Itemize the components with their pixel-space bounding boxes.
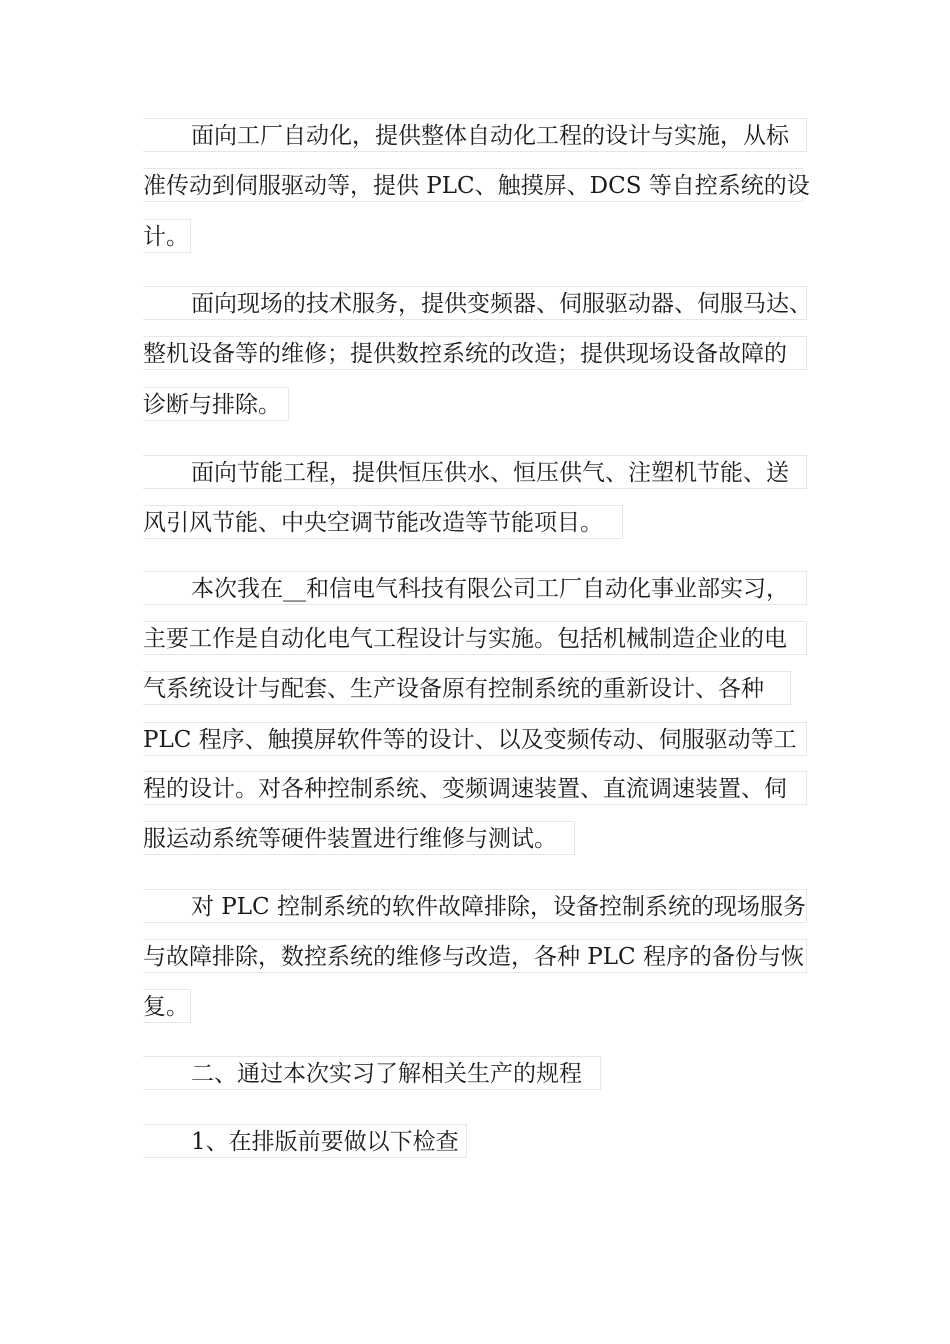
text-line: 程的设计。对各种控制系统、变频调速装置、直流调速装置、伺 bbox=[143, 771, 807, 805]
text-line: 复。 bbox=[143, 989, 191, 1023]
text-line: 气系统设计与配套、生产设备原有控制系统的重新设计、各种 bbox=[143, 671, 791, 705]
text-line: 与故障排除，数控系统的维修与改造，各种 PLC 程序的备份与恢 bbox=[143, 939, 807, 973]
list-item-line: 1、在排版前要做以下检查 bbox=[143, 1124, 467, 1158]
text-line: 对 PLC 控制系统的软件故障排除，设备控制系统的现场服务 bbox=[143, 889, 807, 923]
text-line: PLC 程序、触摸屏软件等的设计、以及变频传动、伺服驱动等工 bbox=[143, 722, 807, 756]
text-line: 本次我在__和信电气科技有限公司工厂自动化事业部实习， bbox=[143, 571, 807, 605]
text-line: 风引风节能、中央空调节能改造等节能项目。 bbox=[143, 505, 623, 539]
text-line: 准传动到伺服驱动等，提供 PLC、触摸屏、DCS 等自控系统的设 bbox=[143, 168, 803, 202]
text-line: 面向节能工程，提供恒压供水、恒压供气、注塑机节能、送 bbox=[143, 455, 807, 489]
text-line: 计。 bbox=[143, 219, 191, 253]
text-line: 面向工厂自动化，提供整体自动化工程的设计与实施，从标 bbox=[143, 118, 807, 152]
text-line: 主要工作是自动化电气工程设计与实施。包括机械制造企业的电 bbox=[143, 621, 807, 655]
text-line: 整机设备等的维修；提供数控系统的改造；提供现场设备故障的 bbox=[143, 336, 807, 370]
text-line: 诊断与排除。 bbox=[143, 387, 289, 421]
text-line: 服运动系统等硬件装置进行维修与测试。 bbox=[143, 821, 575, 855]
heading-line: 二、通过本次实习了解相关生产的规程 bbox=[143, 1056, 601, 1090]
text-line: 面向现场的技术服务，提供变频器、伺服驱动器、伺服马达、 bbox=[143, 286, 807, 320]
